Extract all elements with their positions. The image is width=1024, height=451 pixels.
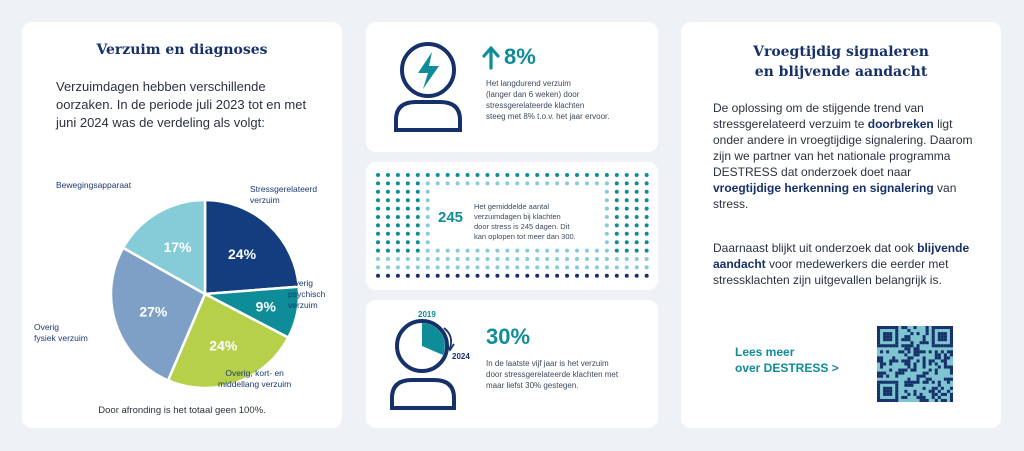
- diagnoses-card: [22, 22, 342, 428]
- year-end-label: 2024: [452, 352, 470, 361]
- label-fysiek: Overig fysiek verzuim: [34, 322, 88, 343]
- paragraph-oplossing: De oplossing om de stijgende trend van stressgerelateerd verzuim te doorbreken ligt onder andere in vroegtijdige signalering. Daarom zijn we partner van het nationale programma DESTRESS dat onderzoek doet naar vroegtijdige herkenning en signalering van stress.: [713, 101, 973, 211]
- pie-value-label-3: 27%: [139, 303, 168, 320]
- stat-30-text: In de laatste vijf jaar is het verzuim door stressgerelateerde klachten met maar liefst 30% gestegen.: [486, 359, 619, 390]
- footnote: Door afronding is het totaal geen 100%.: [98, 405, 266, 416]
- lees-meer-link[interactable]: Lees meer over DESTRESS >: [735, 345, 839, 375]
- person-clock-icon: [386, 306, 476, 416]
- stat-card-vijf-jaar: [366, 300, 658, 428]
- stat-30-percent: 30%: [486, 324, 531, 349]
- stat-8-percent: 8%: [504, 44, 536, 69]
- year-start-label: 2019: [418, 310, 436, 319]
- arrow-up-icon: [482, 46, 500, 70]
- signaleren-title: Vroegtijdig signaleren en blijvende aandacht: [753, 44, 929, 80]
- diagnoses-intro: Verzuimdagen hebben verschillende oorzaken. In de periode juli 2023 tot en met juni 2024 was de verdeling als volgt:: [56, 79, 307, 130]
- stat-245: 245: [438, 209, 464, 226]
- label-kort: Overig, kort- en middellang verzuim: [218, 368, 292, 389]
- qr-code-icon[interactable]: [877, 326, 953, 402]
- signaleren-card: [681, 22, 1001, 428]
- diagnoses-title: Verzuim en diagnoses: [96, 42, 268, 58]
- pie-value-label-1: 9%: [255, 298, 276, 315]
- pie-chart: [22, 22, 342, 428]
- stat-card-langdurend: [366, 22, 658, 152]
- pie-value-label-4: 17%: [163, 238, 192, 255]
- pie-value-label-0: 24%: [228, 245, 257, 262]
- stat-8-text: Het langdurend verzuim (langer dan 6 weken) door stressgerelateerde klachten steeg met 8% t.o.v. het jaar ervoor.: [486, 79, 610, 121]
- label-beweging: Bewegingsapparaat: [56, 180, 132, 190]
- stat-card-verzuimdagen: [366, 162, 658, 290]
- stat-245-text: Het gemiddelde aantal verzuimdagen bij klachten door stress is 245 dagen. Dit kan oplopen tot meer dan 300.: [474, 202, 576, 241]
- person-lightning-icon: [388, 36, 468, 136]
- label-stress: Stressgerelateerd verzuim: [250, 184, 318, 205]
- label-psych: Overig psychisch verzuim: [288, 278, 326, 310]
- pie-value-label-2: 24%: [209, 337, 238, 354]
- paragraph-aandacht: Daarnaast blijkt uit onderzoek dat ook blijvende aandacht voor medewerkers die eerder met stressklachten zijn uitgevallen belangrijk is.: [713, 241, 970, 287]
